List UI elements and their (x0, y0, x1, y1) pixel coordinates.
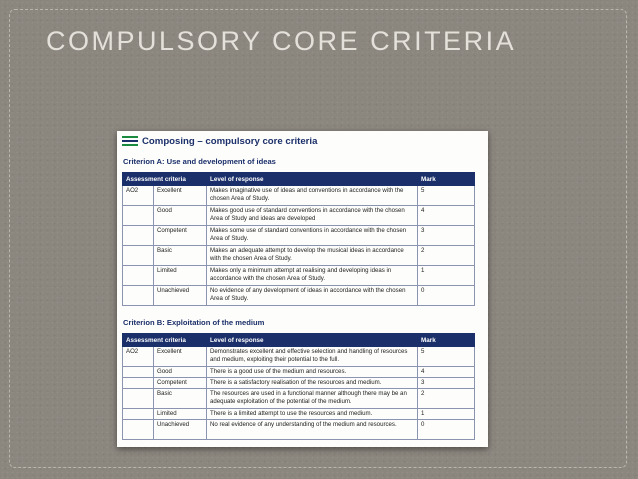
mark-cell: 2 (418, 389, 475, 409)
header-level-of-response: Level of response (207, 173, 418, 186)
level-cell: Good (154, 367, 207, 378)
mark-cell: 0 (418, 420, 475, 440)
level-cell: Excellent (154, 347, 207, 367)
response-cell: The resources are used in a functional manner although there may be an adequate exploitation of the potential of the medium. (207, 389, 418, 409)
level-cell: Good (154, 206, 207, 226)
level-cell: Basic (154, 389, 207, 409)
level-cell: Excellent (154, 186, 207, 206)
level-cell: Unachieved (154, 286, 207, 306)
response-cell: Makes good use of standard conventions in accordance with the chosen Area of Study and ideas are developed (207, 206, 418, 226)
response-cell: Makes an adequate attempt to develop the musical ideas in accordance with the chosen Area of Study. (207, 246, 418, 266)
table-row (123, 246, 475, 266)
response-cell: Makes imaginative use of ideas and conventions in accordance with the chosen Area of Study. (207, 186, 418, 206)
response-cell: Makes some use of standard conventions in accordance with the chosen Area of Study. (207, 226, 418, 246)
table-row (123, 266, 475, 286)
mark-cell: 0 (418, 286, 475, 306)
document-image (117, 131, 488, 447)
criterion-b-heading: Criterion B: Exploitation of the medium (123, 318, 265, 327)
mark-cell: 4 (418, 206, 475, 226)
level-cell: Limited (154, 266, 207, 286)
mark-cell: 1 (418, 409, 475, 420)
table-row (123, 389, 475, 409)
response-cell: Makes only a minimum attempt at realising and developing ideas in accordance with the chosen Area of Study. (207, 266, 418, 286)
table-row (123, 347, 475, 367)
mark-cell: 1 (418, 266, 475, 286)
response-cell: There is a good use of the medium and resources. (207, 367, 418, 378)
document-title: Composing – compulsory core criteria (142, 135, 318, 147)
response-cell: No real evidence of any understanding of the medium and resources. (207, 420, 418, 440)
ao-cell: AO2 (123, 186, 154, 206)
exam-board-logo-icon (122, 136, 138, 146)
mark-cell: 2 (418, 246, 475, 266)
table-header-row (123, 173, 475, 186)
criterion-a-table (122, 172, 475, 306)
header-mark: Mark (418, 173, 475, 186)
level-cell: Unachieved (154, 420, 207, 440)
table-row (123, 286, 475, 306)
header-assessment-criteria: Assessment criteria (123, 173, 207, 186)
header-level-of-response: Level of response (207, 334, 418, 347)
mark-cell: 5 (418, 186, 475, 206)
level-cell: Competent (154, 378, 207, 389)
table-header-row (123, 334, 475, 347)
mark-cell: 4 (418, 367, 475, 378)
table-row (123, 409, 475, 420)
mark-cell: 3 (418, 226, 475, 246)
response-cell: There is a limited attempt to use the resources and medium. (207, 409, 418, 420)
response-cell: There is a satisfactory realisation of the resources and medium. (207, 378, 418, 389)
response-cell: Demonstrates excellent and effective selection and handling of resources and medium, exploiting their potential to the full. (207, 347, 418, 367)
slide-title: COMPULSORY CORE CRITERIA (46, 26, 517, 56)
header-mark: Mark (418, 334, 475, 347)
table-row (123, 206, 475, 226)
table-row (123, 226, 475, 246)
document-header (122, 135, 317, 147)
level-cell: Limited (154, 409, 207, 420)
table-row (123, 378, 475, 389)
mark-cell: 5 (418, 347, 475, 367)
mark-cell: 3 (418, 378, 475, 389)
table-row (123, 367, 475, 378)
criterion-a-heading: Criterion A: Use and development of ideas (123, 157, 276, 166)
ao-cell: AO2 (123, 347, 154, 367)
table-row (123, 186, 475, 206)
response-cell: No evidence of any development of ideas in accordance with the chosen Area of Study. (207, 286, 418, 306)
table-row (123, 420, 475, 440)
header-assessment-criteria: Assessment criteria (123, 334, 207, 347)
criterion-b-table (122, 333, 475, 440)
level-cell: Basic (154, 246, 207, 266)
level-cell: Competent (154, 226, 207, 246)
